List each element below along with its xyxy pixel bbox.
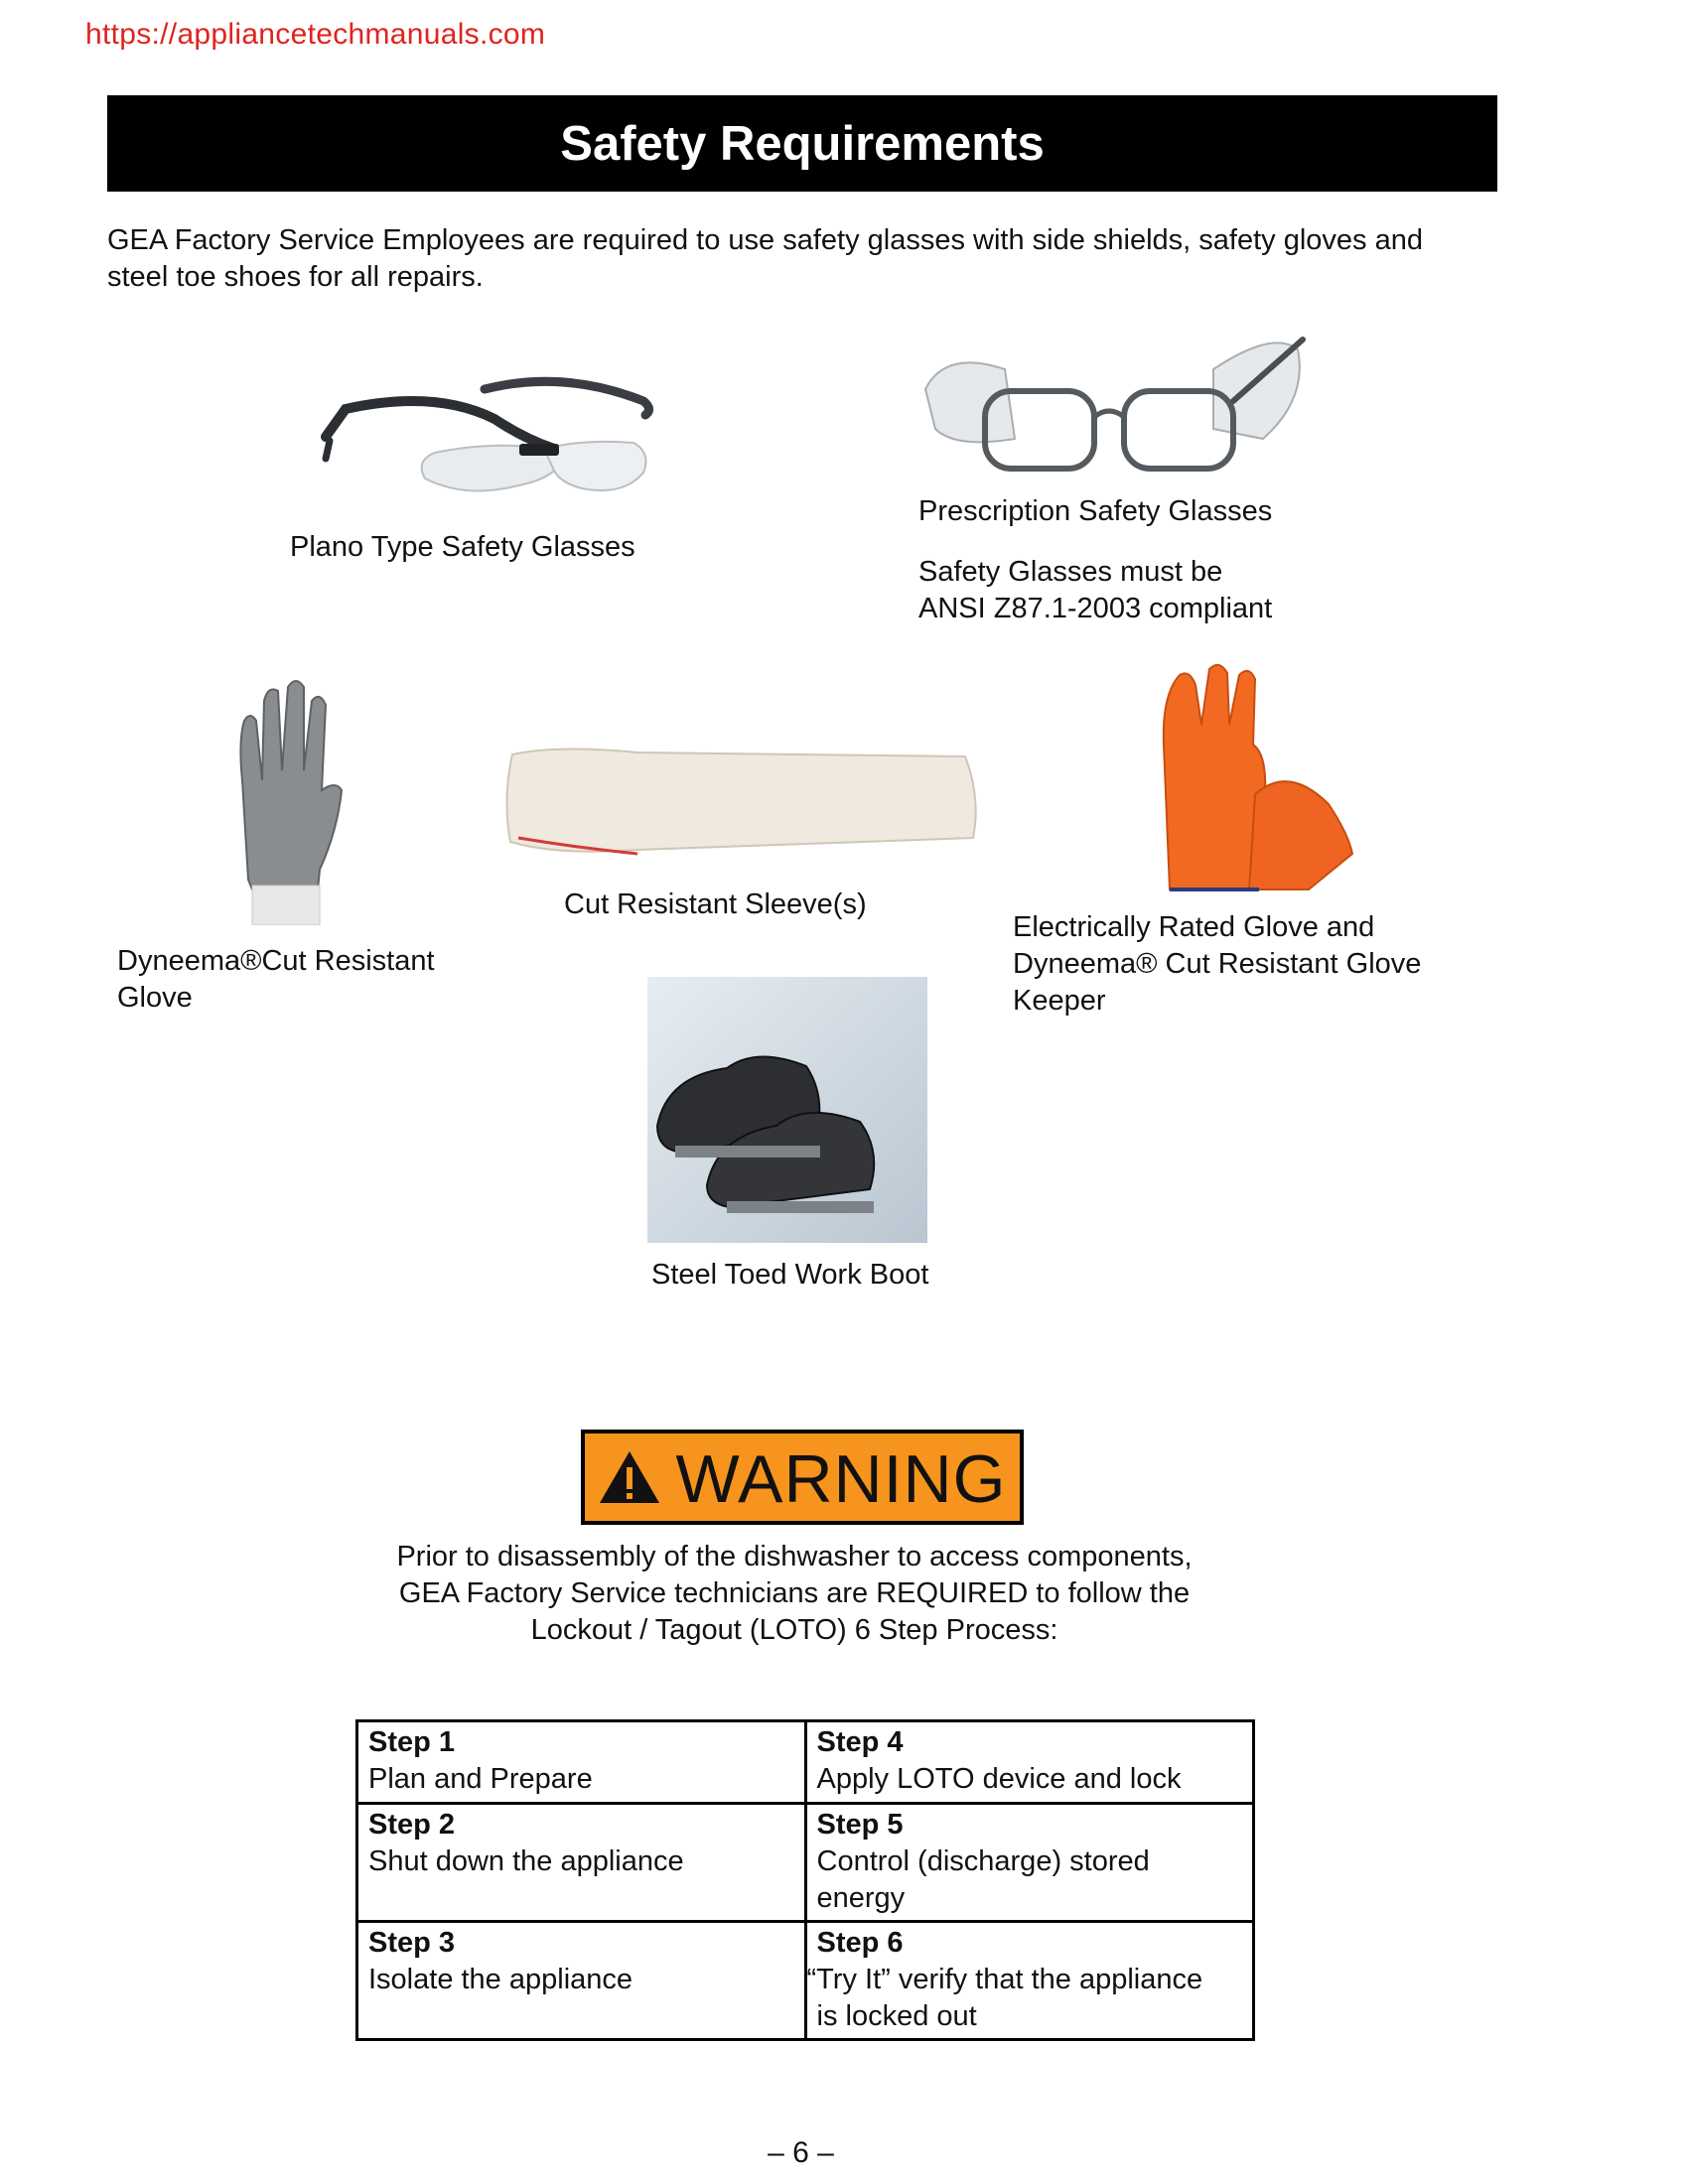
page-title-bar [107, 95, 1497, 192]
step-3-cell [357, 1922, 806, 2040]
loto-steps-table [355, 1719, 1255, 2041]
plano-safety-glasses-image [316, 349, 679, 528]
dyneema-glove-caption-line-2: Glove [117, 982, 193, 1014]
step-6-desc-line-2: is locked out [816, 2000, 977, 2032]
steel-toed-work-boot-image [647, 977, 927, 1243]
step-5-cell [805, 1804, 1254, 1922]
step-2-desc: Shut down the appliance [368, 1845, 684, 1877]
prescription-safety-glasses-image [915, 310, 1323, 488]
step-2-title: Step 2 [368, 1809, 456, 1841]
ansi-note-line-1: Safety Glasses must be [918, 556, 1223, 588]
notice-line-2: GEA Factory Service technicians are REQUIRED to follow the [398, 1577, 1191, 1609]
step-6-title: Step 6 [816, 1927, 904, 1959]
dyneema-glove-caption-line-1: Dyneema®Cut Resistant [117, 945, 435, 977]
step-5-desc-line-1: Control (discharge) stored [816, 1845, 1150, 1877]
table-row [357, 1721, 1254, 1804]
intro-line-1: GEA Factory Service Employees are required to use safety glasses with side shields, safety gloves and [107, 224, 1423, 256]
cut-resistant-sleeve-image [498, 739, 983, 878]
step-3-title: Step 3 [368, 1927, 456, 1959]
electrical-glove-caption-line-2: Dyneema® Cut Resistant Glove [1013, 948, 1422, 980]
step-4-desc: Apply LOTO device and lock [816, 1763, 1182, 1795]
step-5-desc-line-2: energy [816, 1882, 906, 1914]
table-row [357, 1804, 1254, 1922]
prescription-glasses-caption: Prescription Safety Glasses [918, 495, 1273, 527]
step-4-title: Step 4 [816, 1726, 904, 1758]
electrical-glove-caption-line-1: Electrically Rated Glove and [1013, 911, 1375, 943]
page-number: – 6 – [768, 2136, 834, 2169]
step-1-cell [357, 1721, 806, 1804]
step-6-cell [805, 1922, 1254, 2040]
step-4-cell [805, 1721, 1254, 1804]
step-1-desc: Plan and Prepare [368, 1763, 593, 1795]
cut-sleeve-caption: Cut Resistant Sleeve(s) [564, 888, 867, 920]
step-5-title: Step 5 [816, 1809, 904, 1841]
intro-line-2: steel toe shoes for all repairs. [107, 261, 484, 293]
step-1-title: Step 1 [368, 1726, 456, 1758]
warning-triangle-icon [598, 1449, 661, 1505]
site-url-link[interactable]: https://appliancetechmanuals.com [85, 18, 546, 51]
plano-glasses-caption: Plano Type Safety Glasses [290, 531, 635, 563]
electrical-glove-caption-line-3: Keeper [1013, 985, 1106, 1017]
table-row [357, 1922, 1254, 2040]
step-2-cell [357, 1804, 806, 1922]
dyneema-glove-image [209, 661, 357, 925]
warning-label: WARNING [675, 1441, 1007, 1517]
notice-line-3: Lockout / Tagout (LOTO) 6 Step Process: [530, 1614, 1058, 1646]
work-boot-caption: Steel Toed Work Boot [651, 1259, 929, 1291]
electrically-rated-glove-image [1140, 655, 1358, 899]
step-6-desc-line-1: “Try It” verify that the appliance [806, 1964, 1203, 1995]
warning-sign [581, 1430, 1024, 1525]
ansi-note-line-2: ANSI Z87.1-2003 compliant [918, 593, 1273, 624]
page-title: Safety Requirements [560, 116, 1045, 171]
notice-line-1: Prior to disassembly of the dishwasher to access components, [396, 1541, 1193, 1572]
step-3-desc: Isolate the appliance [368, 1964, 633, 1995]
